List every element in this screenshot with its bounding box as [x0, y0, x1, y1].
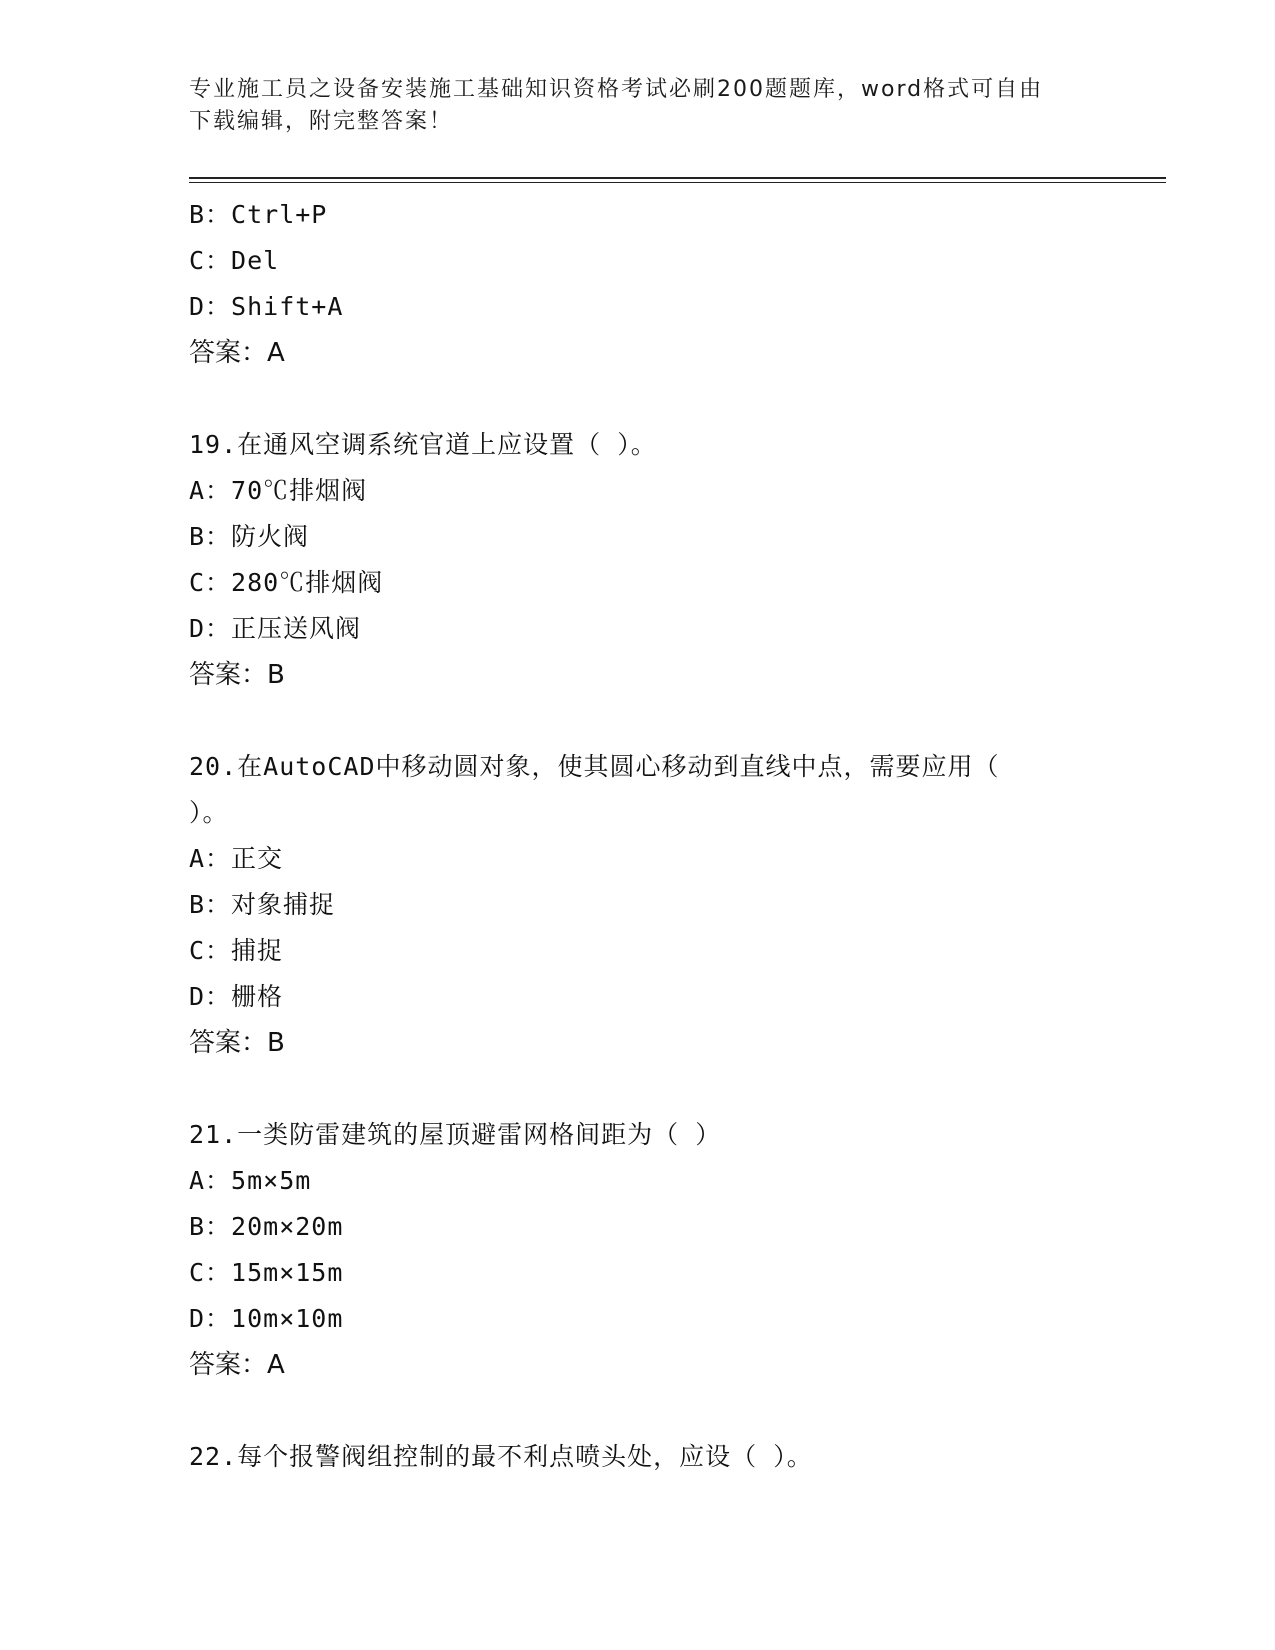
question-block: [189, 422, 1129, 698]
question-block: [189, 192, 1129, 376]
option-line: D：正压送风阀: [189, 614, 362, 643]
question-stem: 21.一类防雷建筑的屋顶避雷网格间距为（ ）: [189, 1120, 722, 1149]
question-stem-continued: ）。: [189, 798, 229, 827]
question-stem: 20.在AutoCAD中移动圆对象，使其圆心移动到直线中点，需要应用（: [189, 752, 1000, 781]
option-line: B：20m×20m: [189, 1212, 344, 1241]
question-block: [189, 744, 1129, 1066]
question-block: [189, 1112, 1129, 1388]
question-stem: 19.在通风空调系统官道上应设置（ ）。: [189, 430, 657, 459]
option-line: C：Del: [189, 246, 280, 275]
question-list: [189, 192, 1129, 1480]
question-block: [189, 1434, 1129, 1480]
spacer: [189, 376, 1129, 422]
spacer: [189, 1388, 1129, 1434]
answer-line: 答案：A: [189, 338, 285, 368]
spacer: [189, 698, 1129, 744]
option-line: C：捕捉: [189, 936, 284, 965]
document-header: [189, 74, 1089, 138]
option-line: B：Ctrl+P: [189, 200, 328, 229]
option-line: A：70℃排烟阀: [189, 476, 368, 505]
option-line: C：280℃排烟阀: [189, 568, 384, 597]
option-line: A：5m×5m: [189, 1166, 312, 1195]
answer-line: 答案：A: [189, 1350, 285, 1380]
option-line: A：正交: [189, 844, 284, 873]
spacer: [189, 1066, 1129, 1112]
answer-line: 答案：B: [189, 660, 285, 690]
option-line: B：防火阀: [189, 522, 310, 551]
header-line-1: 专业施工员之设备安装施工基础知识资格考试必刷200题题库，word格式可自由: [189, 77, 1044, 102]
option-line: C：15m×15m: [189, 1258, 344, 1287]
option-line: D：10m×10m: [189, 1304, 344, 1333]
header-divider-thin: [189, 182, 1166, 183]
header-line-2: 下载编辑，附完整答案！: [189, 109, 454, 134]
answer-line: 答案：B: [189, 1028, 285, 1058]
question-stem: 22.每个报警阀组控制的最不利点喷头处，应设（ ）。: [189, 1442, 813, 1471]
option-line: D：Shift+A: [189, 292, 344, 321]
option-line: D：栅格: [189, 982, 284, 1011]
header-divider-thick: [189, 177, 1166, 179]
option-line: B：对象捕捉: [189, 890, 336, 919]
